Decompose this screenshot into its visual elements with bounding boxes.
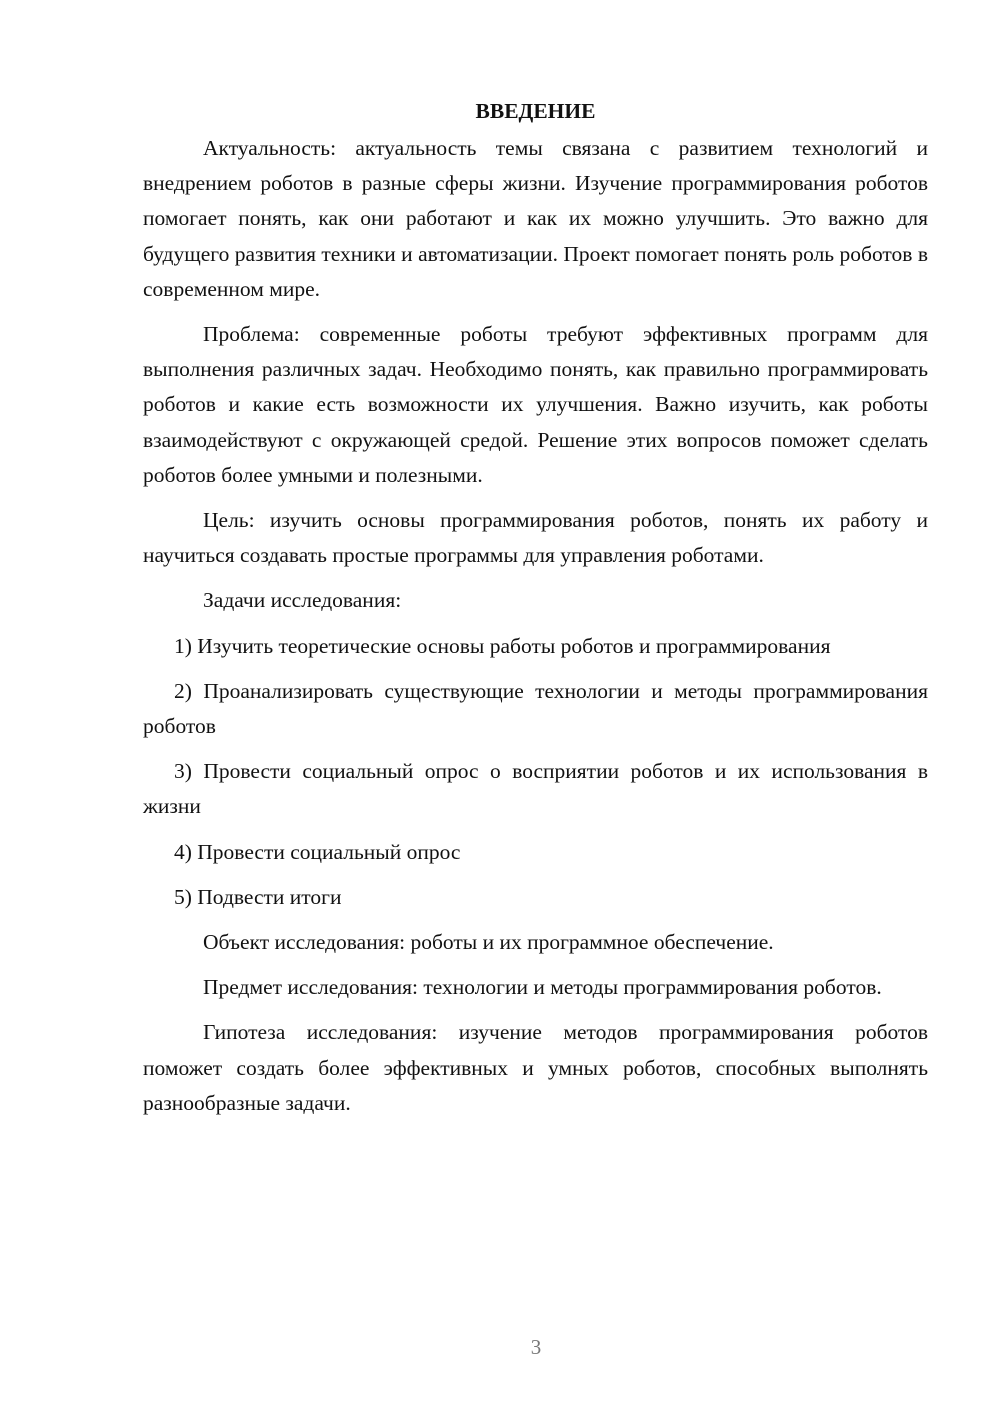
page-number: 3 — [530, 1335, 542, 1359]
page-title: ВВЕДЕНИЕ — [475, 99, 596, 123]
tasks-intro: Задачи исследования: — [203, 588, 402, 613]
list-item: 2) Проанализировать существующие технологии и методы программирования роботов — [143, 678, 928, 739]
subject-paragraph: Предмет исследования: технологии и методы программирования роботов. — [203, 975, 882, 1000]
list-item: 1) Изучить теоретические основы работы роботов и программирования — [174, 633, 831, 658]
tasks-list — [143, 629, 928, 915]
relevance-paragraph: Актуальность: актуальность темы связана с развитием технологий и внедрением роботов в разные сферы жизни. Изучение программирования роботов помогает понять, как они работают и как их можно улучшить. Это важно для будущего развития техники и автоматизации. Проект помогает понять роль роботов в современном мире. — [143, 136, 928, 301]
list-item: 4) Провести социальный опрос — [174, 839, 461, 864]
hypothesis-paragraph: Гипотеза исследования: изучение методов программирования роботов поможет создать более эффективных и умных роботов, способных выполнять разнообразные задачи. — [143, 1020, 928, 1115]
list-item: 5) Подвести итоги — [174, 884, 342, 909]
object-paragraph: Объект исследования: роботы и их программное обеспечение. — [203, 930, 774, 955]
list-item: 3) Провести социальный опрос о восприятии роботов и их использования в жизни — [143, 759, 928, 819]
page-content — [143, 95, 928, 1131]
problem-paragraph: Проблема: современные роботы требуют эффективных программ для выполнения различных задач. Необходимо понять, как правильно программировать роботов и какие есть возможности их улучшения. Важно изучить, как роботы взаимодействуют с окружающей средой. Решение этих вопросов поможет сделать роботов более умными и полезными. — [143, 322, 928, 487]
goal-paragraph: Цель: изучить основы программирования роботов, понять их работу и научиться создавать простые программы для управления роботами. — [143, 508, 928, 568]
